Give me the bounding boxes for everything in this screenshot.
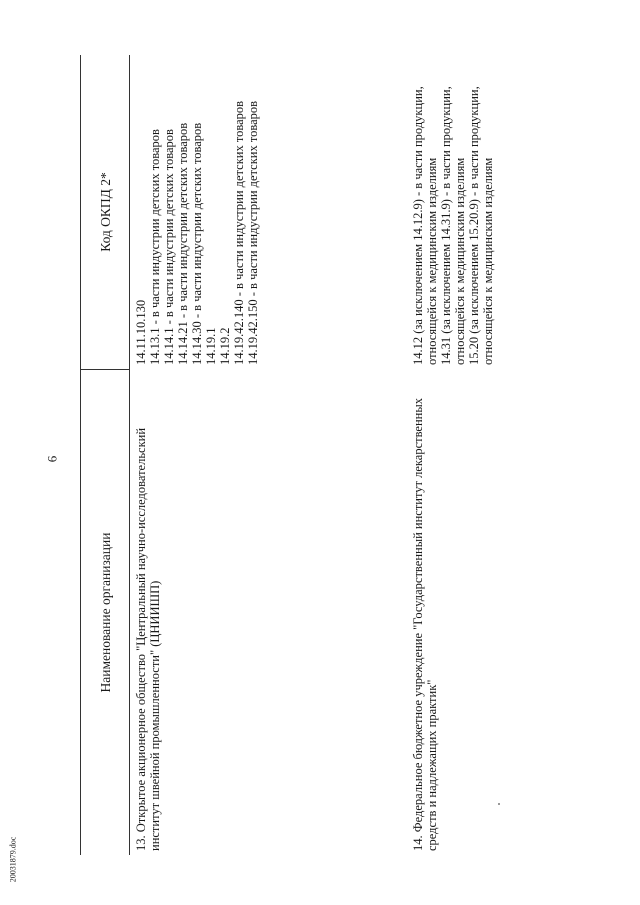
page-number: 6 [44, 455, 60, 463]
row-14-codes [411, 65, 495, 365]
footer-filename: 20031879.doc [8, 836, 18, 883]
code-line: 14.19.42.140 - в части индустрии детских товаров [232, 100, 246, 365]
header-organization-name: Наименование организации [98, 532, 113, 693]
header-okpd-code: Код ОКПД 2* [98, 172, 113, 252]
code-line: 14.19.1 [204, 327, 218, 365]
rotated-table [80, 55, 560, 855]
code-line: 14.19.42.150 - в части индустрии детских товаров [246, 100, 260, 365]
code-line: 14.31 (за исключением 14.31.9) - в части продукции, относящейся к медицинским изделиям [439, 83, 467, 365]
code-line: 15.20 (за исключением 15.20.9) - в части продукции, относящейся к медицинским изделиям [467, 83, 495, 365]
code-line: 14.14.30 - в части индустрии детских товаров [190, 122, 204, 365]
header-bottom-rule [129, 55, 130, 855]
code-line: 14.11.10.130 [134, 299, 148, 365]
code-line: 14.13.1 - в части индустрии детских товаров [148, 129, 162, 365]
code-line: 14.14.21 - в части индустрии детских товаров [176, 122, 190, 365]
table-top-rule [80, 55, 81, 855]
row-13-codes [134, 65, 260, 365]
row-13-organization: 13. Открытое акционерное общество "Центральный научно-исследовательский институт швейной промышленности" (ЦНИИШП) [134, 427, 162, 851]
row-14-organization: 14. Федеральное бюджетное учреждение "Государственный институт лекарственных средств и надлежащих практик" [411, 397, 439, 851]
code-line: 14.14.1 - в части индустрии детских товаров [162, 129, 176, 365]
code-line: 14.19.2 [218, 327, 232, 365]
code-line: 14.12 (за исключением 14.12.9) - в части продукции, относящейся к медицинским изделиям [411, 83, 439, 365]
